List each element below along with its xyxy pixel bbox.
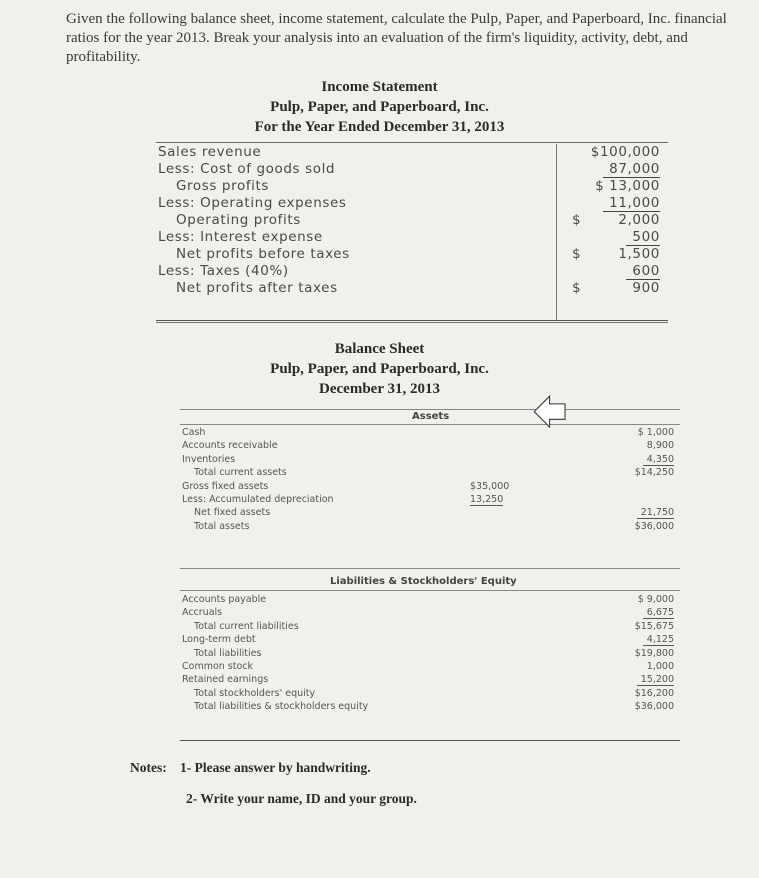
row-label: Less: Cost of goods sold <box>158 161 336 177</box>
asset-row-depreciation <box>180 494 680 507</box>
income-row-operating-profits <box>156 212 668 229</box>
income-row-sales <box>156 144 668 161</box>
row-label: Total stockholders' equity <box>194 687 316 699</box>
row-label: Inventories <box>182 453 236 465</box>
row-value: $ 13,000 <box>595 178 660 194</box>
row-currency: $ <box>572 280 582 296</box>
income-row-cogs <box>156 161 668 178</box>
row-value: 1,500 <box>618 246 660 262</box>
row-mid-value: 13,250 <box>470 493 504 505</box>
row-label: Cash <box>182 427 206 438</box>
liability-row-retained-earnings <box>180 674 680 687</box>
row-label: Gross profits <box>176 178 270 194</box>
asset-row-net-fixed <box>180 507 680 520</box>
row-label: Common stock <box>182 660 254 672</box>
assets-heading-rule <box>180 424 680 425</box>
income-statement-bottom-rule <box>156 320 668 321</box>
row-label: Accounts receivable <box>182 440 278 452</box>
row-mid-value: $35,000 <box>470 480 510 492</box>
assets-top-rule <box>180 409 680 410</box>
asset-row-cash <box>180 427 680 440</box>
row-label: Less: Interest expense <box>158 229 323 245</box>
income-row-net-after-taxes <box>156 280 668 297</box>
asset-row-gross-fixed <box>180 481 680 494</box>
row-value: 21,750 <box>637 507 674 519</box>
row-value: 8,900 <box>646 440 674 452</box>
row-value: 6,675 <box>643 607 674 619</box>
row-value: $ 1,000 <box>637 427 674 438</box>
row-label: Operating profits <box>176 212 301 228</box>
mouse-cursor-icon <box>530 392 578 438</box>
row-label: Gross fixed assets <box>182 480 269 492</box>
row-value: $ 9,000 <box>637 594 674 605</box>
income-statement-table <box>156 144 668 297</box>
balance-sheet-bottom-rule <box>180 740 680 741</box>
liabilities-table <box>180 594 680 715</box>
assets-heading: Assets <box>412 411 450 422</box>
row-label: Long-term debt <box>182 634 256 646</box>
income-row-taxes <box>156 263 668 280</box>
income-statement-top-rule <box>156 142 668 143</box>
row-value: $16,200 <box>634 687 674 699</box>
intro-paragraph: Given the following balance sheet, income statement, calculate the Pulp, Paper, and Paperboard, Inc. financial ratios for the year 2013. Break your analysis into an evaluation of the firm's liquidity, activity, debt, and profitability. <box>66 11 727 65</box>
row-value: 11,000 <box>603 195 660 212</box>
liability-row-common-stock <box>180 661 680 674</box>
liabilities-top-rule <box>180 568 680 569</box>
income-row-net-before-taxes <box>156 246 668 263</box>
liability-row-total-liabilities-equity <box>180 701 680 714</box>
income-statement-period: For the Year Ended December 31, 2013 <box>254 119 505 135</box>
row-value: 4,125 <box>643 634 674 646</box>
row-value: 15,200 <box>637 674 674 686</box>
row-label: Accruals <box>182 607 223 619</box>
row-label: Net profits after taxes <box>176 280 338 296</box>
row-value: 500 <box>626 229 660 246</box>
liability-row-long-term-debt <box>180 634 680 647</box>
row-value: 87,000 <box>603 161 660 178</box>
row-label: Retained earnings <box>182 674 269 686</box>
row-label: Total current liabilities <box>194 620 299 632</box>
liability-row-payable <box>180 594 680 607</box>
row-label: Less: Accumulated depreciation <box>182 493 334 505</box>
row-label: Net fixed assets <box>194 507 271 519</box>
row-value: 1,000 <box>646 660 674 672</box>
asset-row-inventories <box>180 454 680 467</box>
income-statement-title: Income Statement <box>321 79 438 95</box>
asset-row-total-current <box>180 467 680 480</box>
row-value: $100,000 <box>590 144 660 160</box>
balance-sheet-title: Balance Sheet <box>334 341 425 357</box>
row-value: $36,000 <box>634 520 674 532</box>
income-row-interest-expense <box>156 229 668 246</box>
row-label: Net profits before taxes <box>176 246 350 262</box>
liability-row-total-current <box>180 621 680 634</box>
row-label: Total assets <box>194 520 250 532</box>
assets-table <box>180 427 680 534</box>
row-value: $14,250 <box>634 467 674 479</box>
liabilities-heading-rule <box>180 590 680 591</box>
row-label: Less: Operating expenses <box>158 195 347 211</box>
asset-row-receivables <box>180 440 680 453</box>
row-currency: $ <box>572 212 582 228</box>
row-label: Total liabilities <box>194 647 262 659</box>
liabilities-heading: Liabilities & Stockholders' Equity <box>330 576 517 587</box>
row-value: 600 <box>626 263 660 280</box>
row-value: $19,800 <box>634 647 674 659</box>
balance-sheet-date: December 31, 2013 <box>319 381 440 397</box>
row-value: $15,675 <box>634 620 674 632</box>
row-label: Total current assets <box>194 467 287 479</box>
row-value: 4,350 <box>643 454 674 466</box>
income-row-operating-expenses <box>156 195 668 212</box>
row-label: Sales revenue <box>158 144 262 160</box>
notes-line-1: 1- Please answer by handwriting. <box>180 760 371 775</box>
row-value: $36,000 <box>634 701 674 713</box>
asset-row-total-assets <box>180 521 680 534</box>
row-label: Less: Taxes (40%) <box>158 263 289 279</box>
income-row-gross-profits <box>156 178 668 195</box>
income-statement-company: Pulp, Paper, and Paperboard, Inc. <box>270 99 489 115</box>
balance-sheet-company: Pulp, Paper, and Paperboard, Inc. <box>270 361 489 377</box>
notes-line-2: 2- Write your name, ID and your group. <box>186 791 417 806</box>
row-currency: $ <box>572 246 582 262</box>
liability-row-total-equity <box>180 688 680 701</box>
liability-row-accruals <box>180 607 680 620</box>
liability-row-total-liabilities <box>180 648 680 661</box>
row-value: 2,000 <box>618 212 660 228</box>
income-statement-bottom-rule-double <box>156 322 668 323</box>
row-label: Total liabilities & stockholders equity <box>194 701 369 713</box>
row-value: 900 <box>632 280 660 296</box>
row-label: Accounts payable <box>182 594 267 605</box>
notes-prefix: Notes: <box>130 760 167 775</box>
